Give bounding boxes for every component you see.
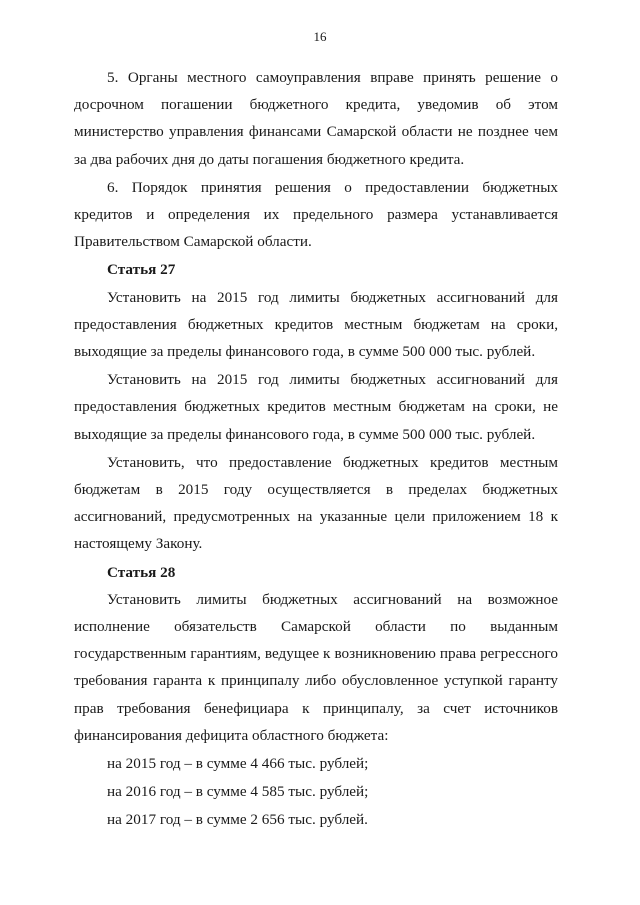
paragraph-5: 5. Органы местного самоуправления вправе принять решение о досрочном погашении бюджетного кредита, уведомив об этом министерство управления финансами Самарской области не позднее чем за два рабочих дня до даты погашения бюджетного кредита. <box>74 69 558 168</box>
article-27-paragraph-1: Установить на 2015 год лимиты бюджетных ассигнований для предоставления бюджетных кредитов местным бюджетам на сроки, выходящие за пределы финансового года, в сумме 500 000 тыс. рублей. <box>74 288 558 361</box>
article-28-item-2015: на 2015 год – в сумме 4 466 тыс. рублей; <box>107 755 369 773</box>
article-28-item-2016: на 2016 год – в сумме 4 585 тыс. рублей; <box>107 783 369 801</box>
paragraph-6: 6. Порядок принятия решения о предоставлении бюджетных кредитов и определения их предельного размера устанавливается Правительством Самарской области. <box>74 178 558 251</box>
document-body <box>74 64 558 834</box>
article-27-paragraph-3: Установить, что предоставление бюджетных кредитов местным бюджетам в 2015 году осуществляется в пределах бюджетных ассигнований, предусмотренных на указанные цели приложением 18 к настоящему Закону. <box>74 453 558 553</box>
page-number: 16 <box>313 29 327 44</box>
article-27-heading: Статья 27 <box>107 261 176 279</box>
article-28-item-2017: на 2017 год – в сумме 2 656 тыс. рублей. <box>107 811 368 829</box>
article-28-heading: Статья 28 <box>107 563 176 581</box>
article-28-paragraph-1: Установить лимиты бюджетных ассигнований на возможное исполнение обязательств Самарской области по выданным государственным гарантиям, ведущее к возникновению права регрессного требования гаранта к принципалу либо обусловленное уступкой гаранту прав требования бенефициара к принципалу, за счет источников финансирования дефицита областного бюджета: <box>74 590 558 744</box>
article-27-paragraph-2: Установить на 2015 год лимиты бюджетных ассигнований для предоставления бюджетных кредитов местным бюджетам на сроки, не выходящие за пределы финансового года, в сумме 500 000 тыс. рублей. <box>74 371 558 443</box>
